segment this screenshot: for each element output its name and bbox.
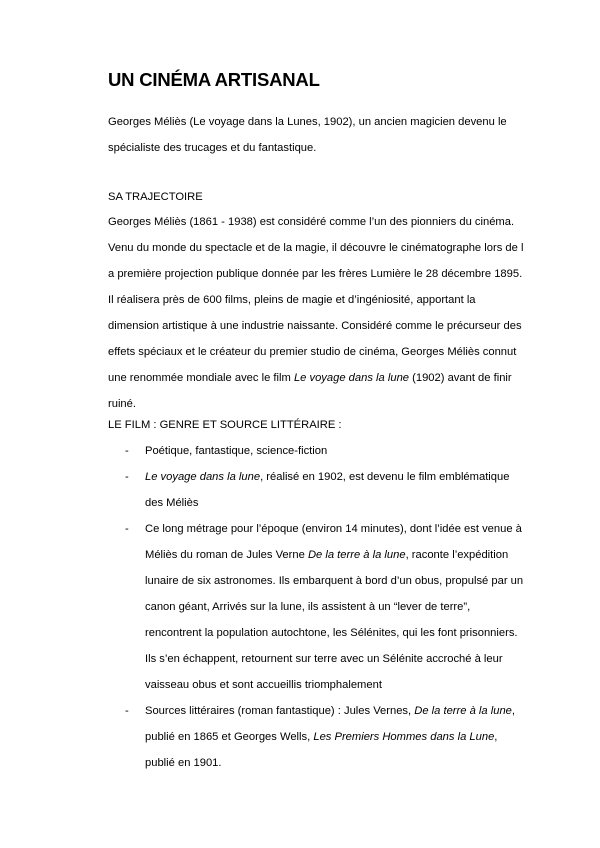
bullet-genre-text: Poétique, fantastique, science-fiction <box>145 445 328 457</box>
bullet-marker: - <box>125 471 129 483</box>
bullet-sources-before: Sources littéraires (roman fantastique) : Jules Vernes, <box>145 705 412 717</box>
bullet-sources-after: , publié en 1901. <box>145 731 498 769</box>
trajectoire-text-after: (1902) avant de finir ruiné. <box>108 372 512 410</box>
bullet-novel-title: De la terre à la lune <box>307 549 406 561</box>
bullet-synopsis-after: , raconte l’expédition lunaire de six astronomes. Ils embarquent à bord d’un obus, propulsé par un canon géant, Arrivés sur la lune, ils assistent à un “lever de terre”, rencontrent la population autochtone, les Sélénites, qui les font prisonniers. Ils s’en échappent, retournent sur terre avec un Sélénite accroché à leur vaisseau obus et sont accueillis triomphalement <box>145 549 524 691</box>
bullet-source-title-wells: Les Premiers Hommes dans la Lune <box>313 731 495 743</box>
bullet-sources-mid: , publié en 1865 et Georges Wells, <box>145 705 515 743</box>
section-heading-film: LE FILM : GENRE ET SOURCE LITTÉRAIRE : <box>108 419 342 431</box>
bullet-film-text: , réalisé en 1902, est devenu le film emblématique des Méliès <box>145 471 510 509</box>
list-item <box>108 516 528 698</box>
intro-paragraph: Georges Méliès (Le voyage dans la Lunes, 1902), un ancien magicien devenu le spécialiste des trucages et du fantastique. <box>108 116 507 154</box>
trajectoire-film-title: Le voyage dans la lune <box>293 372 410 384</box>
bullet-marker: - <box>125 523 129 535</box>
film-bullet-list <box>108 438 528 776</box>
list-item <box>108 438 528 464</box>
bullet-marker: - <box>125 445 129 457</box>
list-item <box>108 698 528 776</box>
bullet-film-title: Le voyage dans la lune <box>145 471 261 483</box>
trajectoire-text-before: Georges Méliès (1861 - 1938) est considéré comme l’un des pionniers du cinéma. Venu du monde du spectacle et de la magie, il découvre le cinématographe lors de l a première projection publique donnée par les frères Lumière le 28 décembre 1895. Il réalisera près de 600 films, pleins de magie et d’ingéniosité, apportant la dimension artistique à une industrie naissante. Considéré comme le précurseur des effets spéciaux et le créateur du premier studio de cinéma, Georges Méliès connut une renommée mondiale avec le film <box>108 216 524 384</box>
bullet-synopsis-before: Ce long métrage pour l’époque (environ 14 minutes), dont l’idée est venue à Méliès du roman de Jules Verne <box>145 523 522 561</box>
bullet-marker: - <box>125 705 129 717</box>
bullet-source-title-verne: De la terre à la lune <box>414 705 512 717</box>
trajectoire-paragraph <box>108 209 528 417</box>
list-item <box>108 464 528 516</box>
section-heading-trajectoire: SA TRAJECTOIRE <box>108 191 203 203</box>
page-title: UN CINÉMA ARTISANAL <box>108 69 320 90</box>
